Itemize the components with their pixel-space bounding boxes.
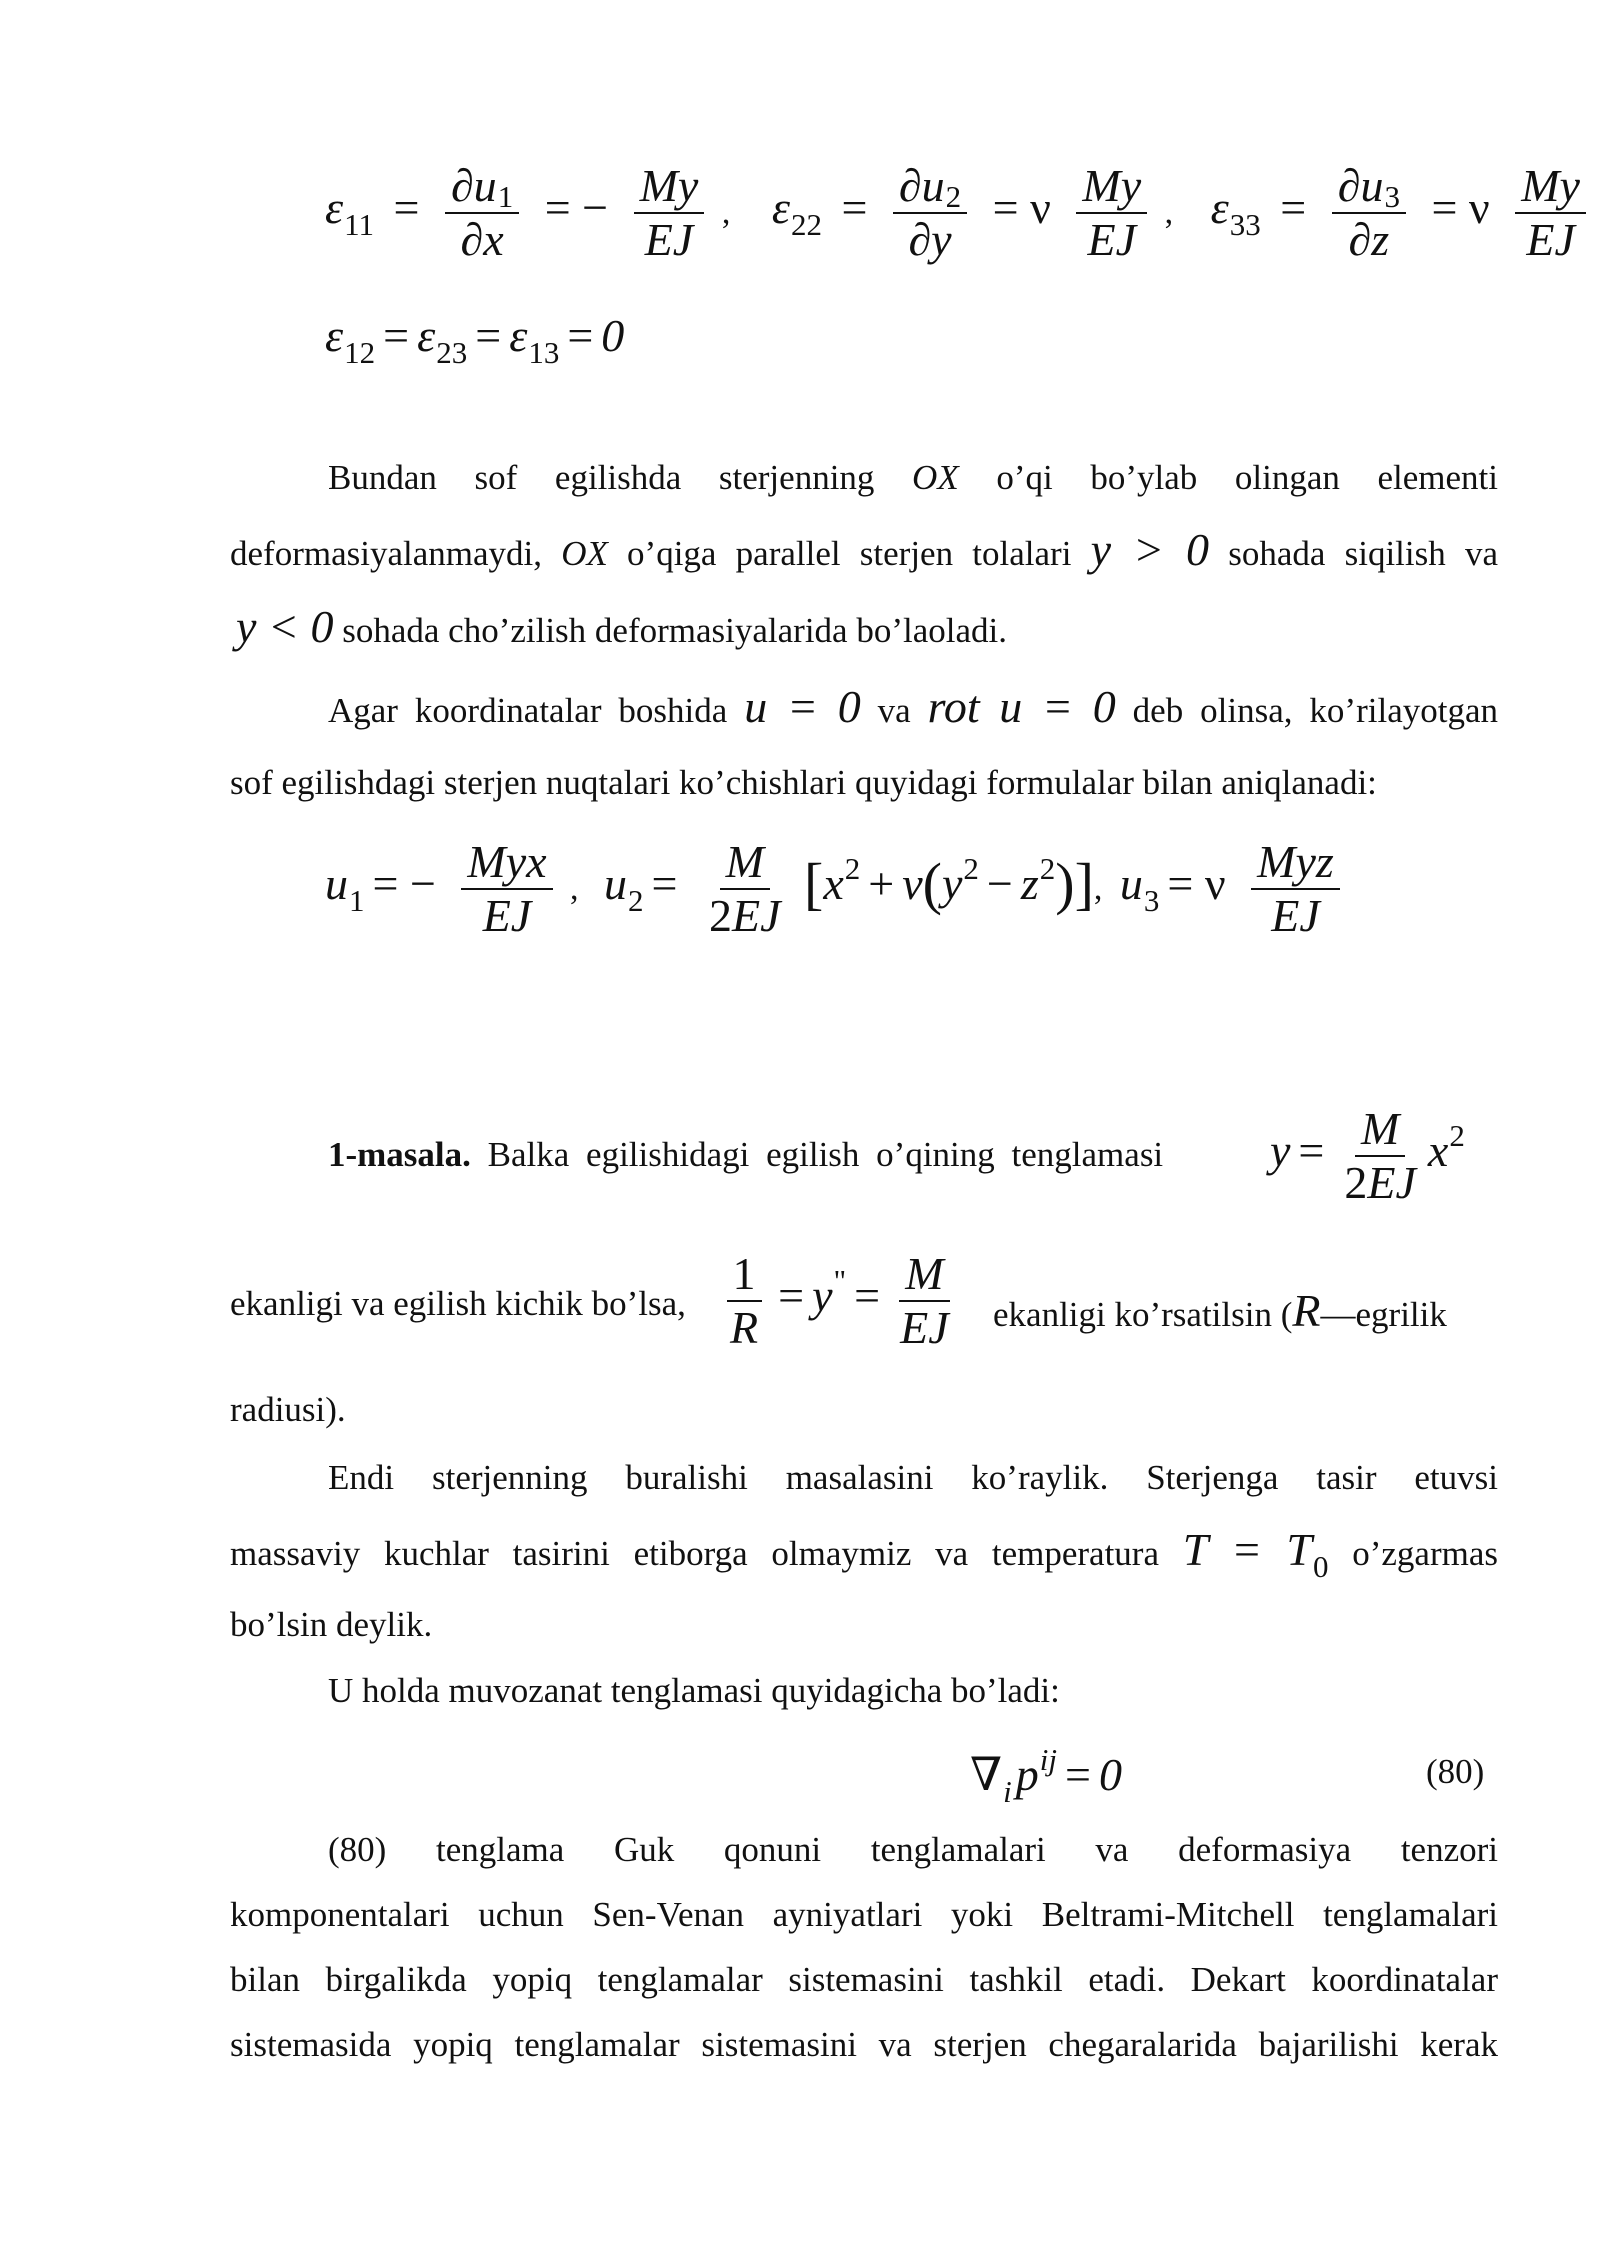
text-ox: OX <box>912 458 959 497</box>
M-2EJ-fraction-2: $\frac{M}{2EJ}$ <box>1344 1103 1416 1208</box>
text: —egrilik <box>1320 1295 1447 1334</box>
displacement-equations: $u_1$ = − $\frac{\text{Myx}}{EJ}$ , $u_2$ = $\frac{M}{2EJ}$ $[x^2 + \nu(y^2 - z^2)]$, $u_3 = \nu$ $\frac{\text{Myz}}{EJ}$ <box>325 836 1346 941</box>
inequality-y-gt-0: y > 0 <box>1090 524 1210 575</box>
u-equals-zero: u = 0 <box>744 681 861 732</box>
paragraph-2-line-1 <box>230 672 1498 746</box>
My-EJ-fraction: $\frac{My}{EJ}$ <box>634 160 705 265</box>
Myx-EJ-fraction: $\frac{\text{Myx}}{EJ}$ <box>461 836 552 941</box>
M-EJ-fraction: $\frac{M}{EJ}$ <box>900 1248 949 1353</box>
problem-1-line-2a <box>230 1284 686 1324</box>
text: va <box>860 691 928 730</box>
text: o’qi bo’ylab olingan elementi <box>958 458 1498 497</box>
shear-strain-equation: $\varepsilon_{12} = \varepsilon_{23} = \varepsilon_{13} = 0$ <box>325 310 625 370</box>
Myz-EJ-fraction: $\frac{\text{Myz}}{EJ}$ <box>1251 836 1340 941</box>
text: bo’lsin deylik. <box>230 1605 433 1644</box>
temperature-equation: $T = T_0$ <box>1182 1524 1329 1584</box>
eps22: $\varepsilon_{22}$ <box>771 182 822 243</box>
du2-dy-fraction: $\frac{\partial u2}{\partial y}$ <box>893 160 967 265</box>
text: o’zgarmas <box>1352 1534 1498 1573</box>
paragraph-5-line-3 <box>230 1945 1498 2015</box>
text: Endi sterjenning buralishi masalasini ko’raylik. Sterjenga tasir etuvsi <box>328 1458 1498 1497</box>
text: (80) <box>1426 1752 1485 1791</box>
text: deb olinsa, ko’rilayotgan <box>1115 691 1498 730</box>
text: sohada cho’zilish deformasiyalarida bo’laoladi. <box>333 611 1007 650</box>
text: o’qiga parallel sterjen tolalari <box>607 534 1091 573</box>
du1-dx-fraction: $\frac{\partial u1}{\partial x}$ <box>445 160 519 265</box>
My-EJ-fraction-3: $\frac{My}{EJ}$ <box>1515 160 1586 265</box>
paragraph-5-line-1 <box>230 1815 1498 1885</box>
1-R-fraction: $\frac{1}{R}$ <box>724 1248 764 1353</box>
inequality-y-lt-0: y < 0 <box>236 601 334 652</box>
text: deformasiyalanmaydi, <box>230 534 562 573</box>
text: massaviy kuchlar tasirini etiborga olmaymiz va temperatura <box>230 1534 1159 1573</box>
paragraph-5-line-2 <box>230 1880 1498 1950</box>
strain-equations: $\varepsilon_{11}$ = $\frac{\partial u1}{\partial x}$ = − $\frac{My}{EJ}$ , $\varepsilon_{22}$ = $\frac{\partial u2}{\partial y}$ = ν $\frac{My}{EJ}$ , $\varepsilon_{33}$ = $\frac{\partial u3}{\partial z}$ = ν $\frac{My}{EJ}$ <box>325 160 1592 265</box>
beam-axis-equation: y = $\frac{M}{2EJ}$ $x^2$ <box>1270 1103 1465 1208</box>
problem-1-line-1 <box>328 1135 1163 1175</box>
paragraph-4-line-1 <box>230 1656 1498 1726</box>
text: radiusi). <box>230 1390 346 1429</box>
text: ekanligi va egilish kichik bo’lsa, <box>230 1284 686 1323</box>
paragraph-1-line-2 <box>230 515 1498 589</box>
problem-1-line-3 <box>230 1390 346 1430</box>
problem-1-line-2b <box>993 1284 1447 1337</box>
paragraph-1-line-3 <box>236 592 1504 666</box>
curvature-equation: $\frac{1}{R}$ = y" = $\frac{M}{EJ}$ <box>718 1248 961 1353</box>
text: U holda muvozanat tenglamasi quyidagicha bo’ladi: <box>328 1671 1060 1710</box>
text: Balka egilishidagi egilish o’qining tenglamasi <box>470 1135 1164 1174</box>
text: (80) tenglama Guk qonuni tenglamalari va deformasiya tenzori <box>328 1830 1498 1869</box>
eps33: $\varepsilon_{33}$ <box>1210 182 1261 243</box>
paragraph-3-line-1 <box>230 1443 1498 1513</box>
text-ox: OX <box>561 534 608 573</box>
text: sof egilishdagi sterjen nuqtalari ko’chishlari quyidagi formulalar bilan aniqlanadi: <box>230 763 1377 802</box>
eps11: $\varepsilon_{11}$ <box>325 182 374 243</box>
text: Agar koordinatalar boshida <box>328 691 745 730</box>
paragraph-2-line-2 <box>230 748 1498 818</box>
text: komponentalari uchun Sen-Venan ayniyatlari yoki Beltrami-Mitchell tenglamalari <box>230 1895 1498 1934</box>
paragraph-1-line-1 <box>230 443 1498 513</box>
equilibrium-equation: $\nabla_ip^{ij} = 0$ <box>970 1742 1122 1809</box>
paragraph-3-line-2 <box>230 1515 1498 1590</box>
My-EJ-fraction-2: $\frac{My}{EJ}$ <box>1076 160 1147 265</box>
problem-label: 1-masala. <box>328 1135 471 1174</box>
du3-dz-fraction: $\frac{\partial u3}{\partial z}$ <box>1332 160 1406 265</box>
R-symbol: R <box>1292 1285 1321 1336</box>
paragraph-3-line-3 <box>230 1590 1498 1660</box>
text: bilan birgalikda yopiq tenglamalar sistemasini tashkil etadi. Dekart koordinatalar <box>230 1960 1498 1999</box>
text: ekanligi ko’rsatilsin ( <box>993 1295 1293 1334</box>
text: sohada siqilish va <box>1209 534 1498 573</box>
paragraph-5-line-4 <box>230 2010 1498 2080</box>
M-2EJ-fraction: $\frac{M}{2EJ}$ <box>709 836 781 941</box>
rot-u-equals-zero: rot u = 0 <box>927 681 1116 732</box>
text: Bundan sof egilishda sterjenning <box>328 458 913 497</box>
text: sistemasida yopiq tenglamalar sistemasini va sterjen chegaralarida bajarilishi kerak <box>230 2025 1498 2064</box>
equation-number-80 <box>1426 1752 1484 1792</box>
